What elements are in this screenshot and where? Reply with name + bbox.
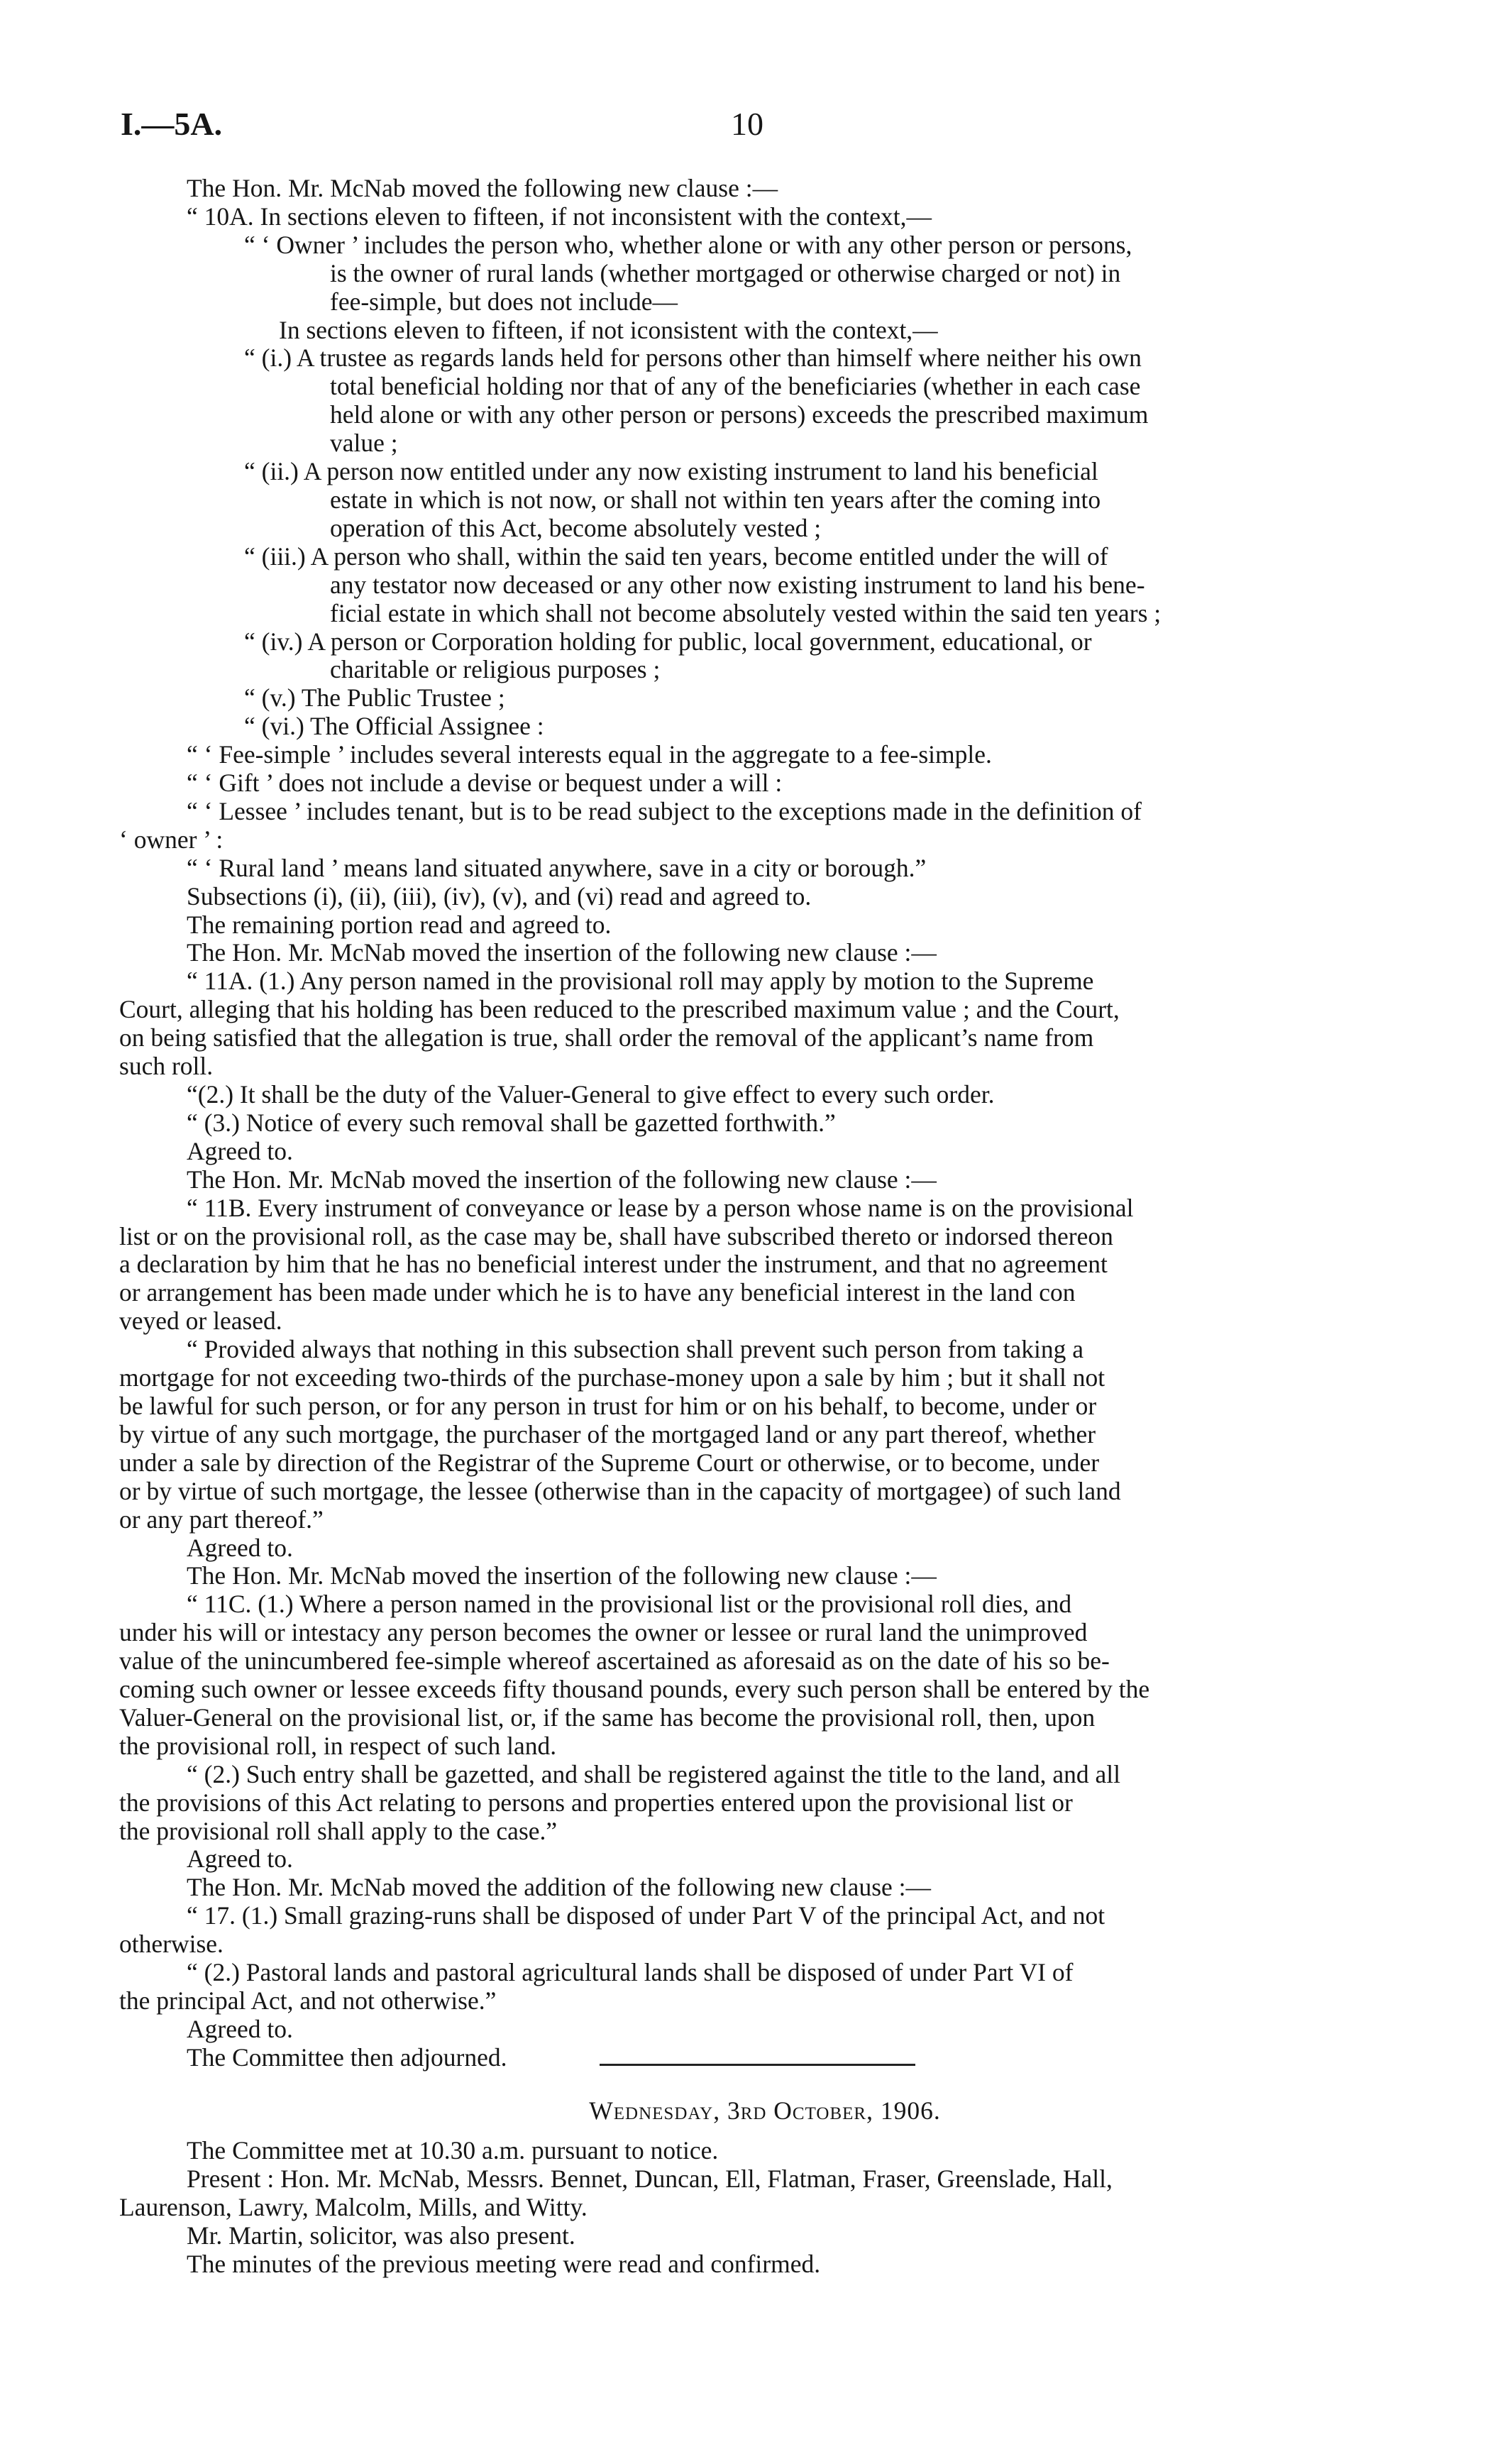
text-line: any testator now deceased or any other now existing instrument to land his bene- (330, 570, 1145, 599)
text-line: Present : Hon. Mr. McNab, Messrs. Bennet, Duncan, Ell, Flatman, Fraser, Greenslade, Hall, (187, 2164, 1113, 2193)
text-line: “ ‘ Lessee ’ includes tenant, but is to be read subject to the exceptions made in the definition of (187, 796, 1142, 825)
text-line: is the owner of rural lands (whether mortgaged or otherwise charged or not) in (330, 258, 1121, 287)
section-divider (600, 2064, 915, 2066)
text-line: list or on the provisional roll, as the case may be, shall have subscribed thereto or indorsed thereon (119, 1221, 1113, 1250)
text-line: mortgage for not exceeding two-thirds of the purchase-money upon a sale by him ; but it shall not (119, 1363, 1105, 1392)
text-line: total beneficial holding nor that of any of the beneficiaries (whether in each case (330, 372, 1141, 401)
text-line: estate in which is not now, or shall not within ten years after the coming into (330, 485, 1101, 514)
text-line: charitable or religious purposes ; (330, 655, 661, 684)
text-line: be lawful for such person, or for any person in trust for him or on his behalf, to become, under or (119, 1391, 1097, 1420)
text-line: Court, alleging that his holding has been reduced to the prescribed maximum value ; and the Court, (119, 995, 1120, 1024)
text-line: “ ‘ Fee-simple ’ includes several interests equal in the aggregate to a fee-simple. (187, 740, 992, 769)
text-line: under a sale by direction of the Registrar of the Supreme Court or otherwise, or to become, under (119, 1448, 1100, 1477)
meeting-opening-text (119, 2137, 1368, 2279)
text-line: In sections eleven to fifteen, if not iconsistent with the context,— (279, 315, 938, 344)
text-line: “ ‘ Owner ’ includes the person who, whether alone or with any other person or persons, (244, 230, 1132, 259)
text-line: veyed or leased. (119, 1307, 282, 1336)
meeting-date-heading: Wednesday, 3rd October, 1906. (589, 2096, 941, 2125)
text-line: ‘ owner ’ : (119, 825, 224, 854)
text-line: “ (v.) The Public Trustee ; (244, 683, 505, 713)
text-line: The Hon. Mr. McNab moved the insertion of the following new clause :— (187, 938, 937, 967)
text-line: “ 11B. Every instrument of conveyance or lease by a person whose name is on the provisional (187, 1193, 1134, 1222)
text-line: fee-simple, but does not include— (330, 287, 678, 316)
text-line: “ (2.) Such entry shall be gazetted, and shall be registered against the title to the land, and all (187, 1759, 1121, 1788)
document-code: I.—5A. (121, 106, 223, 142)
text-line: Agreed to. (187, 2014, 293, 2043)
text-line: operation of this Act, become absolutely vested ; (330, 513, 822, 542)
text-line: under his will or intestacy any person becomes the owner or lessee or rural land the unimproved (119, 1618, 1088, 1647)
text-line: or any part thereof.” (119, 1505, 324, 1534)
text-line: “ 11C. (1.) Where a person named in the provisional list or the provisional roll dies, and (187, 1590, 1072, 1619)
text-line: a declaration by him that he has no beneficial interest under the instrument, and that no agreement (119, 1250, 1108, 1279)
text-line: “ (3.) Notice of every such removal shall be gazetted forthwith.” (187, 1108, 836, 1137)
text-line: coming such owner or lessee exceeds fifty thousand pounds, every such person shall be entered by the (119, 1675, 1150, 1704)
text-line: “(2.) It shall be the duty of the Valuer-General to give effect to every such order. (187, 1080, 995, 1109)
text-line: The remaining portion read and agreed to. (187, 910, 612, 939)
text-line: Agreed to. (187, 1136, 293, 1165)
text-line: The Hon. Mr. McNab moved the insertion of the following new clause :— (187, 1165, 937, 1194)
text-line: “ (ii.) A person now entitled under any now existing instrument to land his beneficial (244, 457, 1098, 486)
text-line: The Hon. Mr. McNab moved the insertion of the following new clause :— (187, 1561, 937, 1590)
text-line: “ (i.) A trustee as regards lands held for persons other than himself where neither his own (244, 343, 1142, 373)
minutes-body (119, 175, 1368, 2072)
text-line: “ 17. (1.) Small grazing-runs shall be disposed of under Part V of the principal Act, and not (187, 1901, 1105, 1930)
text-line: Agreed to. (187, 1533, 293, 1562)
text-line: Valuer-General on the provisional list, or, if the same has become the provisional roll, then, upon (119, 1703, 1096, 1732)
text-line: the provisional roll shall apply to the case.” (119, 1816, 558, 1845)
page-number: 10 (731, 106, 763, 142)
text-line: Agreed to. (187, 1844, 293, 1874)
text-line: The Committee met at 10.30 a.m. pursuant to notice. (187, 2136, 719, 2165)
text-line: “ (iv.) A person or Corporation holding for public, local government, educational, or (244, 627, 1092, 656)
text-line: or by virtue of such mortgage, the lessee (otherwise than in the capacity of mortgagee) of such land (119, 1476, 1121, 1505)
text-line: “ (vi.) The Official Assignee : (244, 712, 544, 741)
text-line: The Hon. Mr. McNab moved the following new clause :— (187, 174, 778, 202)
text-line: “ 11A. (1.) Any person named in the provisional roll may apply by motion to the Supreme (187, 967, 1094, 996)
text-line: the provisional roll, in respect of such land. (119, 1731, 557, 1760)
text-line: “ 10A. In sections eleven to fifteen, if not inconsistent with the context,— (187, 202, 932, 231)
text-line: value of the unincumbered fee-simple whereof ascertained as aforesaid as on the date of his so be- (119, 1646, 1110, 1676)
text-line: The minutes of the previous meeting were read and confirmed. (187, 2249, 821, 2278)
text-line: Subsections (i), (ii), (iii), (iv), (v), and (vi) read and agreed to. (187, 881, 812, 911)
text-line: “ (2.) Pastoral lands and pastoral agricultural lands shall be disposed of under Part VI of (187, 1958, 1074, 1987)
text-line: Mr. Martin, solicitor, was also present. (187, 2221, 575, 2250)
text-line: value ; (330, 429, 398, 458)
text-line: “ ‘ Rural land ’ means land situated anywhere, save in a city or borough.” (187, 853, 927, 882)
text-line: The Hon. Mr. McNab moved the addition of the following new clause :— (187, 1873, 932, 1902)
text-line: the principal Act, and not otherwise.” (119, 1986, 497, 2015)
text-line: “ ‘ Gift ’ does not include a devise or bequest under a will : (187, 769, 783, 798)
text-line: on being satisfied that the allegation is true, shall order the removal of the applicant’s name from (119, 1023, 1094, 1052)
text-line: by virtue of any such mortgage, the purchaser of the mortgaged land or any part thereof, whether (119, 1419, 1096, 1448)
text-line: “ Provided always that nothing in this subsection shall prevent such person from taking a (187, 1335, 1083, 1364)
text-line: the provisions of this Act relating to persons and properties entered upon the provisional list or (119, 1788, 1073, 1817)
text-line: The Committee then adjourned. (187, 2042, 507, 2072)
text-line: otherwise. (119, 1930, 224, 1959)
text-line: ficial estate in which shall not become absolutely vested within the said ten years ; (330, 598, 1162, 627)
text-line: or arrangement has been made under which he is to have any beneficial interest in the land con (119, 1278, 1076, 1307)
text-line: held alone or with any other person or persons) exceeds the prescribed maximum (330, 400, 1149, 429)
text-line: such roll. (119, 1052, 214, 1081)
text-line: Laurenson, Lawry, Malcolm, Mills, and Witty. (119, 2192, 588, 2221)
text-line: “ (iii.) A person who shall, within the said ten years, become entitled under the will of (244, 541, 1108, 571)
